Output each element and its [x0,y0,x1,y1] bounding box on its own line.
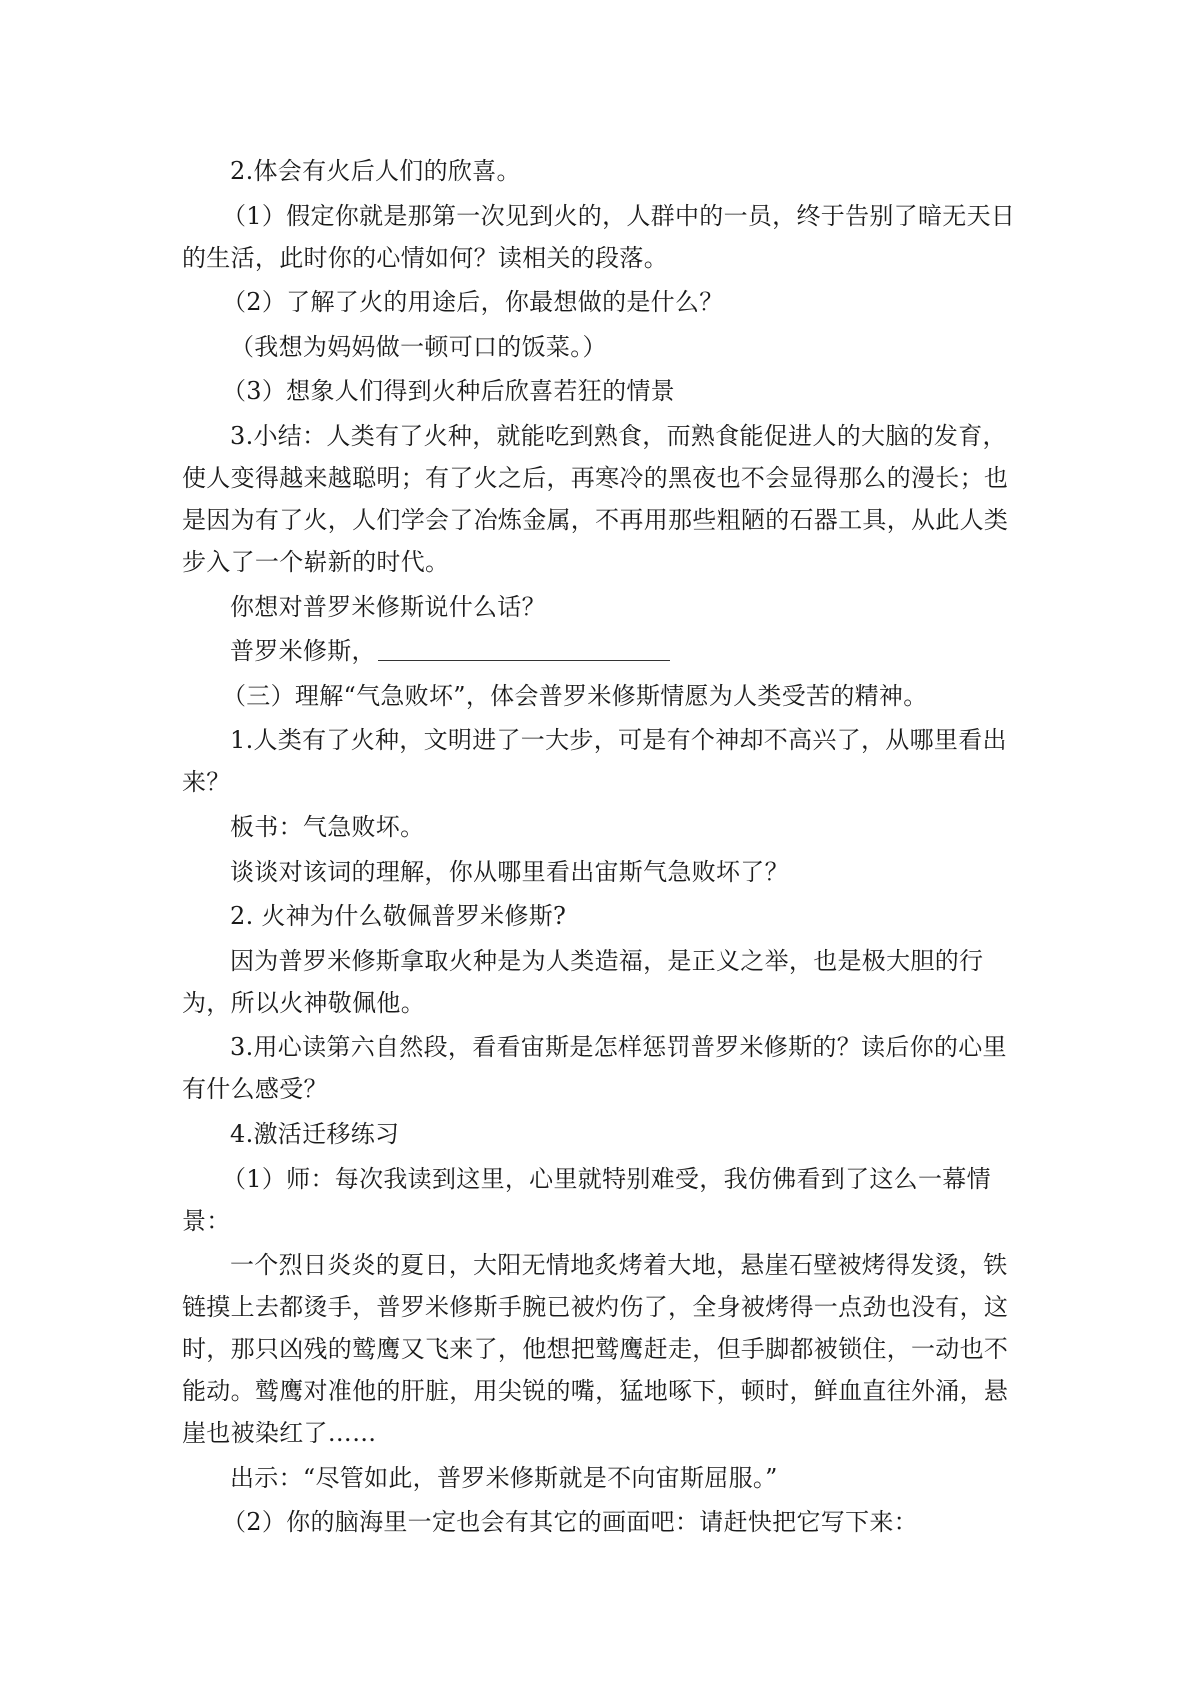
paragraph: （1）师：每次我读到这里，心里就特别难受，我仿佛看到了这么一幕情景： [182,1164,991,1235]
paragraph: （2）你的脑海里一定也会有其它的画面吧：请赶快把它写下来： [222,1508,918,1537]
paragraph: 出示：“尽管如此，普罗米修斯就是不向宙斯屈服。” [230,1463,778,1492]
paragraph: 3.小结：人类有了火种，就能吃到熟食，而熟食能促进人的大脑的发育，使人变得越来越聪明；有了火之后，再寒冷的黑夜也不会显得那么的漫长；也是因为有了火，人们学会了冶炼金属，不再用那些粗陋的石器工具，从此人类步入了一个崭新的时代。 [182,421,1009,576]
fill-in-prompt: 普罗米修斯， [230,637,376,666]
paragraph: 你想对普罗米修斯说什么话？ [230,592,546,621]
paragraph: 4.激活迁移练习 [230,1119,400,1148]
paragraph: 因为普罗米修斯拿取火种是为人类造福，是正义之举，也是极大胆的行为，所以火神敬佩他。 [182,946,984,1017]
paragraph: 板书：气急败坏。 [230,812,425,841]
paragraph: （我想为妈妈做一顿可口的饭菜。） [230,332,607,361]
paragraph: （3）想象人们得到火种后欣喜若狂的情景 [222,377,675,406]
paragraph: 3.用心读第六自然段，看看宙斯是怎样惩罚普罗米修斯的？读后你的心里有什么感受？ [182,1033,1007,1104]
paragraph: 一个烈日炎炎的夏日，大阳无情地炙烤着大地，悬崖石壁被烤得发烫，铁链摸上去都烫手，普罗米修斯手腕已被灼伤了，全身被烤得一点劲也没有，这时，那只凶残的鹫鹰又飞来了，他想把鹫鹰赶走，但手脚都被锁住，一动也不能动。鹫鹰对准他的肝脏，用尖锐的嘴，猛地啄下，顿时，鲜血直往外涌，悬崖也被染红了…… [182,1251,1009,1448]
paragraph: 2.体会有火后人们的欣喜。 [230,157,521,185]
fill-in-paragraph [182,630,1022,672]
paragraph: （2）了解了火的用途后，你最想做的是什么？ [222,288,724,317]
paragraph: 2. 火神为什么敬佩普罗米修斯? [230,902,567,931]
paragraph: 谈谈对该词的理解，你从哪里看出宙斯气急败坏了？ [230,857,789,886]
answer-blank-line [378,636,670,661]
section-heading: （三）理解“气急败坏”，体会普罗米修斯情愿为人类受苦的精神。 [222,681,928,710]
document-body [182,150,1022,1546]
paragraph: （1）假定你就是那第一次见到火的，人群中的一员，终于告别了暗无天日的生活，此时你的心情如何？读相关的段落。 [182,201,1016,272]
paragraph: 1.人类有了火种，文明进了一大步，可是有个神却不高兴了，从哪里看出来？ [182,726,1007,797]
